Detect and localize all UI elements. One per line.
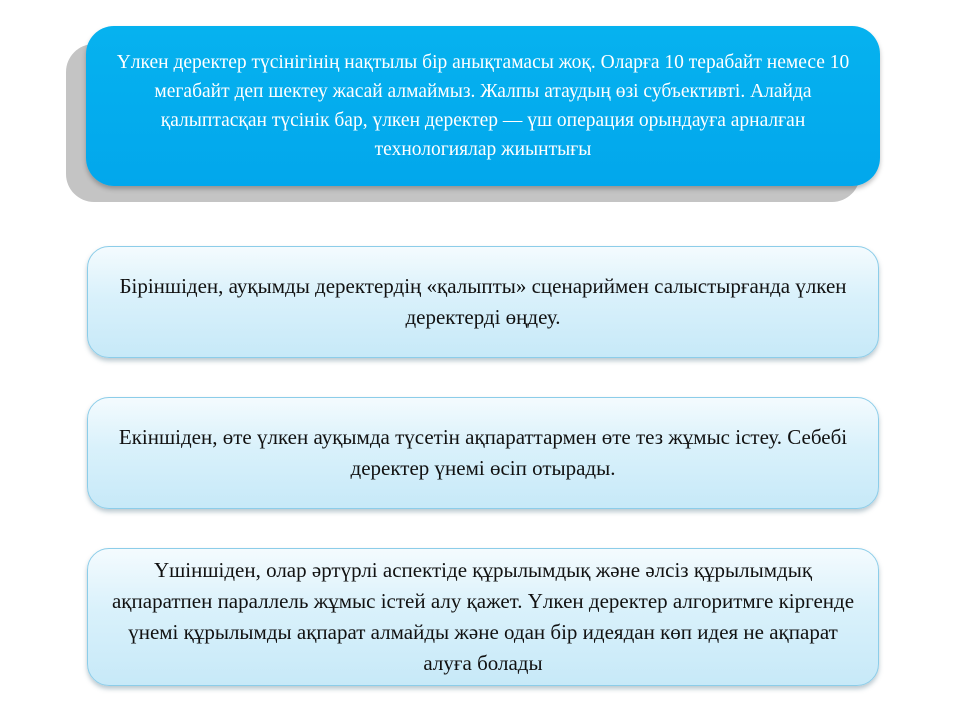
header-card-text: Үлкен деректер түсінігінің нақтылы бір анықтамасы жоқ. Оларға 10 терабайт немесе 10 мегабайт деп шектеу жасай алмаймыз. Жалпы атаудың өзі субъективті. Алайда қалыптасқан түсінік бар, үлкен деректер — үш операция орындауға арналған технологиялар жиынтығы: [116, 52, 850, 160]
header-card: [86, 26, 880, 186]
item-text-third: Үшіншіден, олар әртүрлі аспектіде құрылымдық және әлсіз құрылымдық ақпаратпен параллель жұмыс істей алу қажет. Үлкен деректер алгоритмге кіргенде үнемі құрылымды ақпарат алмайды және одан бір идеядан көп идея не ақпарат алуға болады: [111, 558, 855, 675]
item-box-second: [87, 397, 879, 509]
item-box-first: [87, 246, 879, 358]
item-text-first: Біріншіден, ауқымды деректердің «қалыпты» сценариймен салыстырғанда үлкен деректерді өңдеу.: [119, 274, 847, 329]
item-text-second: Екіншіден, өте үлкен ауқымда түсетін ақпараттармен өте тез жұмыс істеу. Себебі деректер үнемі өсіп отырады.: [118, 425, 848, 480]
item-box-third: [87, 548, 879, 686]
